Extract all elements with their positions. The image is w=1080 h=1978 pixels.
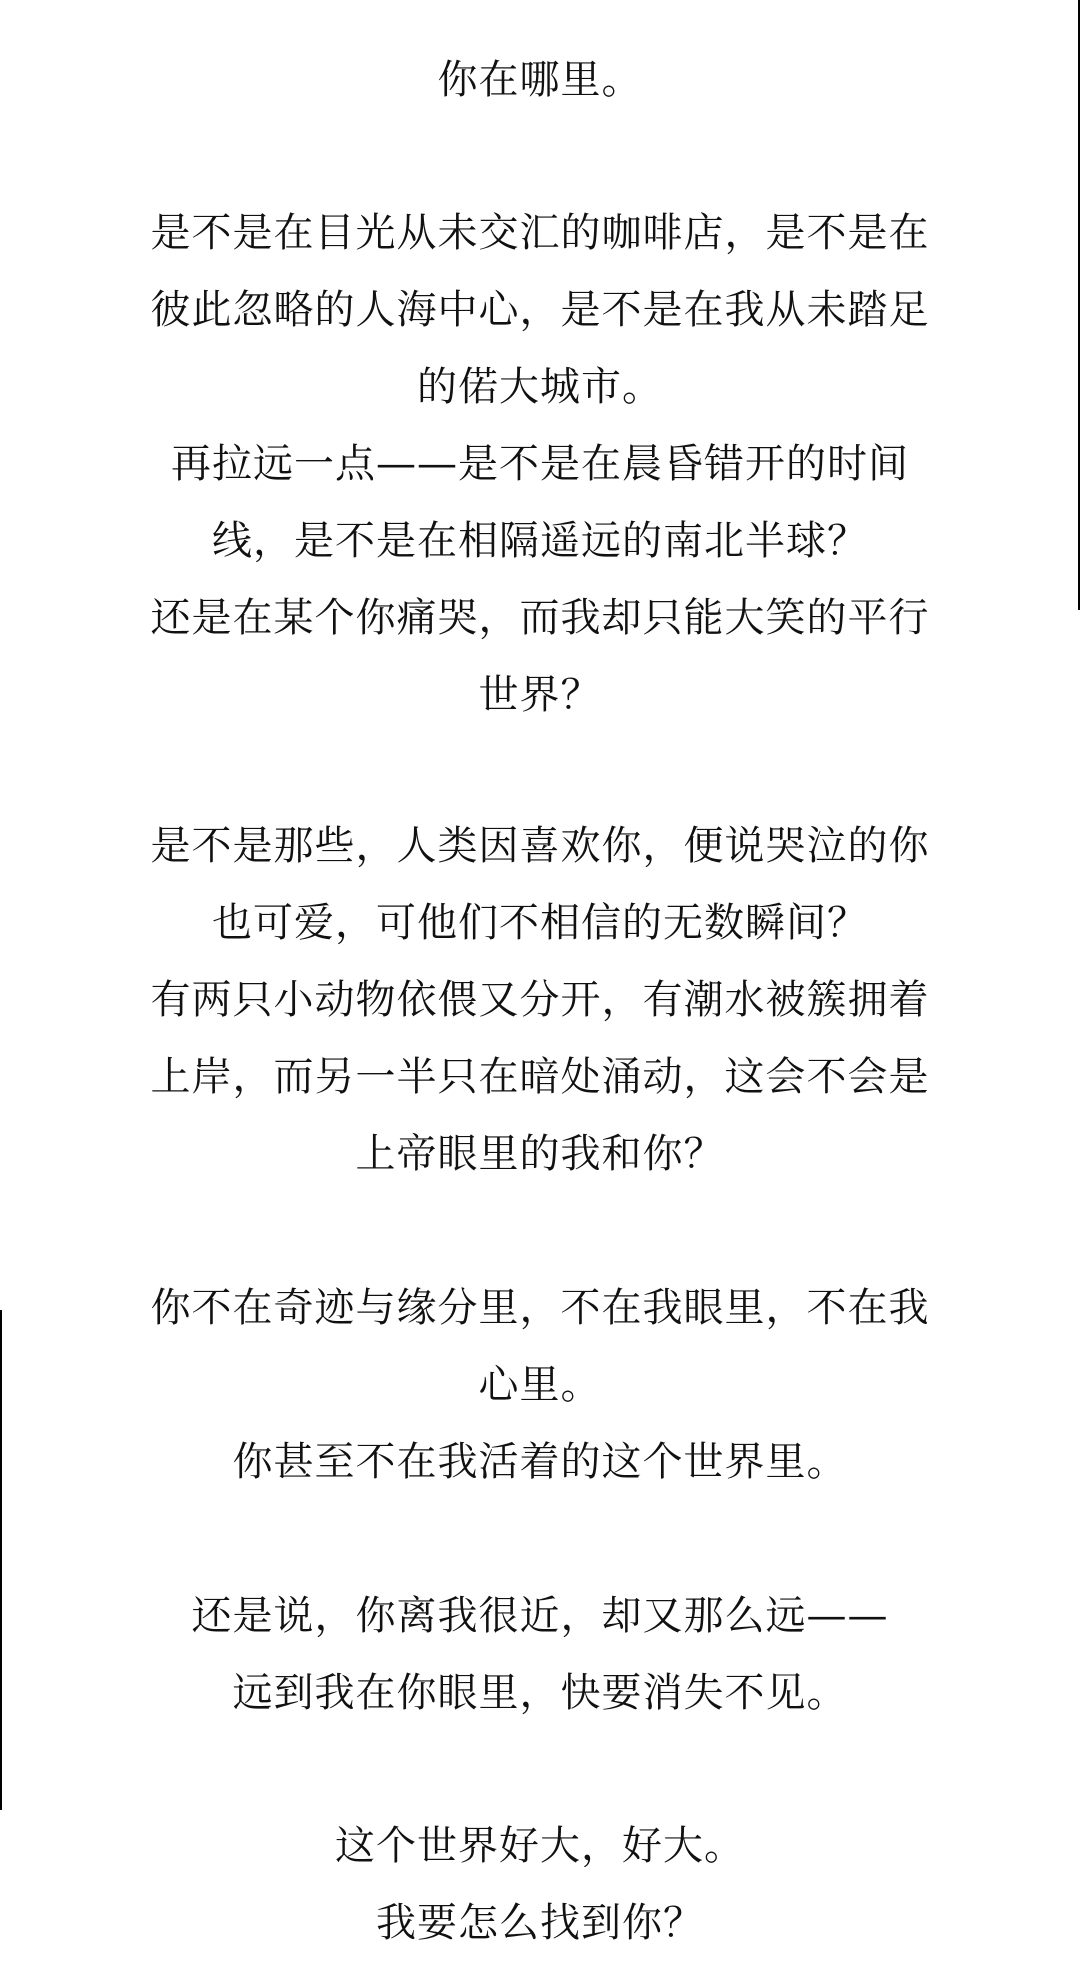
poem-line: 再拉远一点——是不是在晨昏错开的时间线，是不是在相隔遥远的南北半球？ (171, 441, 909, 564)
poem-line: 你在哪里。 (437, 57, 643, 103)
left-edge-line (0, 1310, 2, 1810)
poem-line: 是不是在目光从未交汇的咖啡店，是不是在彼此忽略的人海中心，是不是在我从未踏足的偌大城市。 (150, 210, 930, 410)
stanza-4 (150, 1270, 930, 1501)
poem-line: 你甚至不在我活着的这个世界里。 (232, 1439, 848, 1485)
poem-line: 还是说，你离我很近，却又那么远—— (191, 1593, 889, 1639)
stanza-2 (150, 195, 930, 734)
poem-line: 你不在奇迹与缘分里，不在我眼里，不在我心里。 (150, 1285, 930, 1408)
poem-line: 我要怎么找到你？ (376, 1900, 704, 1946)
stanza-5 (150, 1578, 930, 1732)
poem-line: 有两只小动物依偎又分开，有潮水被簇拥着上岸，而另一半只在暗处涌动，这会不会是上帝眼里的我和你？ (150, 977, 930, 1177)
poem-line: 还是在某个你痛哭，而我却只能大笑的平行世界？ (150, 595, 930, 718)
stanza-1 (150, 42, 930, 119)
stanza-3 (150, 808, 930, 1193)
poem-line: 这个世界好大，好大。 (335, 1823, 745, 1869)
poem-line: 远到我在你眼里，快要消失不见。 (232, 1670, 848, 1716)
stanza-6 (150, 1808, 930, 1962)
poem-line: 是不是那些，人类因喜欢你，便说哭泣的你也可爱，可他们不相信的无数瞬间？ (150, 823, 930, 946)
